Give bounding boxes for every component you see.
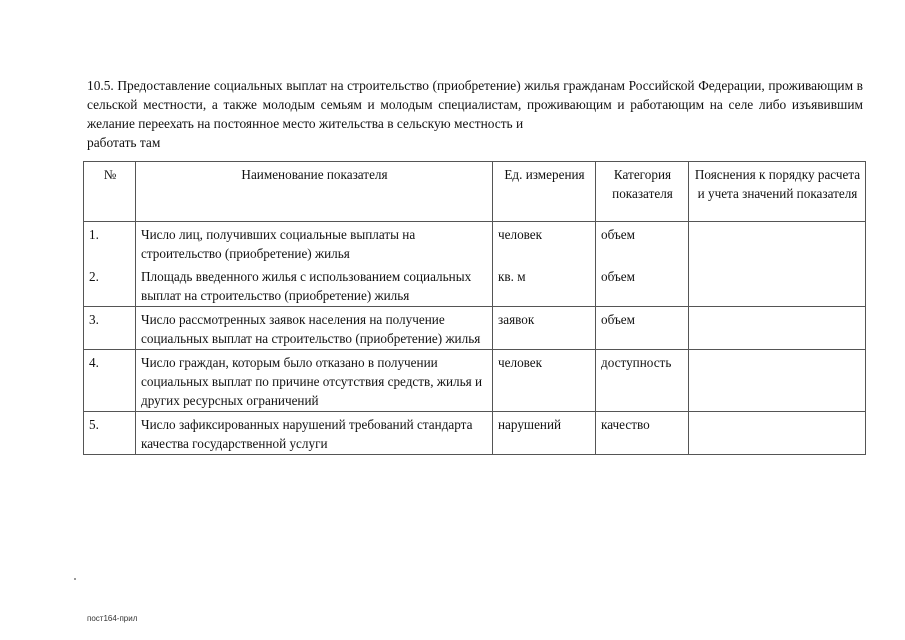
row-unit: человек (493, 222, 596, 265)
row-category: качество (596, 412, 689, 455)
row-num: 2. (84, 264, 136, 307)
row-notes (689, 350, 866, 412)
heading-last-line: работать там (87, 135, 161, 150)
scan-speck (74, 578, 76, 580)
row-unit: заявок (493, 307, 596, 350)
row-unit: человек (493, 350, 596, 412)
row-notes (689, 222, 866, 265)
row-unit: кв. м (493, 264, 596, 307)
header-unit: Ед. измерения (493, 162, 596, 222)
row-category: объем (596, 264, 689, 307)
table-row (84, 412, 866, 455)
row-notes (689, 307, 866, 350)
row-name: Число рассмотренных заявок населения на получение социальных выплат на строительство (приобретение) жилья (136, 307, 493, 350)
row-num: 4. (84, 350, 136, 412)
table-header-row (84, 162, 866, 222)
row-num: 1. (84, 222, 136, 265)
row-num: 3. (84, 307, 136, 350)
section-heading (87, 76, 863, 152)
row-notes (689, 412, 866, 455)
row-name: Число граждан, которым было отказано в получении социальных выплат по причине отсутствия средств, жилья и других ресурсных ограничений (136, 350, 493, 412)
row-notes (689, 264, 866, 307)
row-category: доступность (596, 350, 689, 412)
row-name: Число лиц, получивших социальные выплаты на строительство (приобретение) жилья (136, 222, 493, 265)
header-notes: Пояснения к порядку расчета и учета значений показателя (689, 162, 866, 222)
table-row (84, 307, 866, 350)
table-row (84, 264, 866, 307)
row-unit: нарушений (493, 412, 596, 455)
header-category: Категория показателя (596, 162, 689, 222)
indicators-table (83, 161, 866, 455)
file-footer-label: пост164-прил (87, 614, 138, 623)
row-num: 5. (84, 412, 136, 455)
row-name: Площадь введенного жилья с использованием социальных выплат на строительство (приобретение) жилья (136, 264, 493, 307)
row-name: Число зафиксированных нарушений требований стандарта качества государственной услуги (136, 412, 493, 455)
header-num: № (84, 162, 136, 222)
row-category: объем (596, 307, 689, 350)
table-row (84, 222, 866, 265)
table-row (84, 350, 866, 412)
header-name: Наименование показателя (136, 162, 493, 222)
row-category: объем (596, 222, 689, 265)
heading-text: 10.5. Предоставление социальных выплат на строительство (приобретение) жилья гражданам Российской Федерации, проживающим в сельской местности, а также молодым семьям и молодым специалистам, проживающим и работающим на селе либо изъявившим желание переехать на постоянное место жительства в сельскую местность и (87, 78, 863, 131)
